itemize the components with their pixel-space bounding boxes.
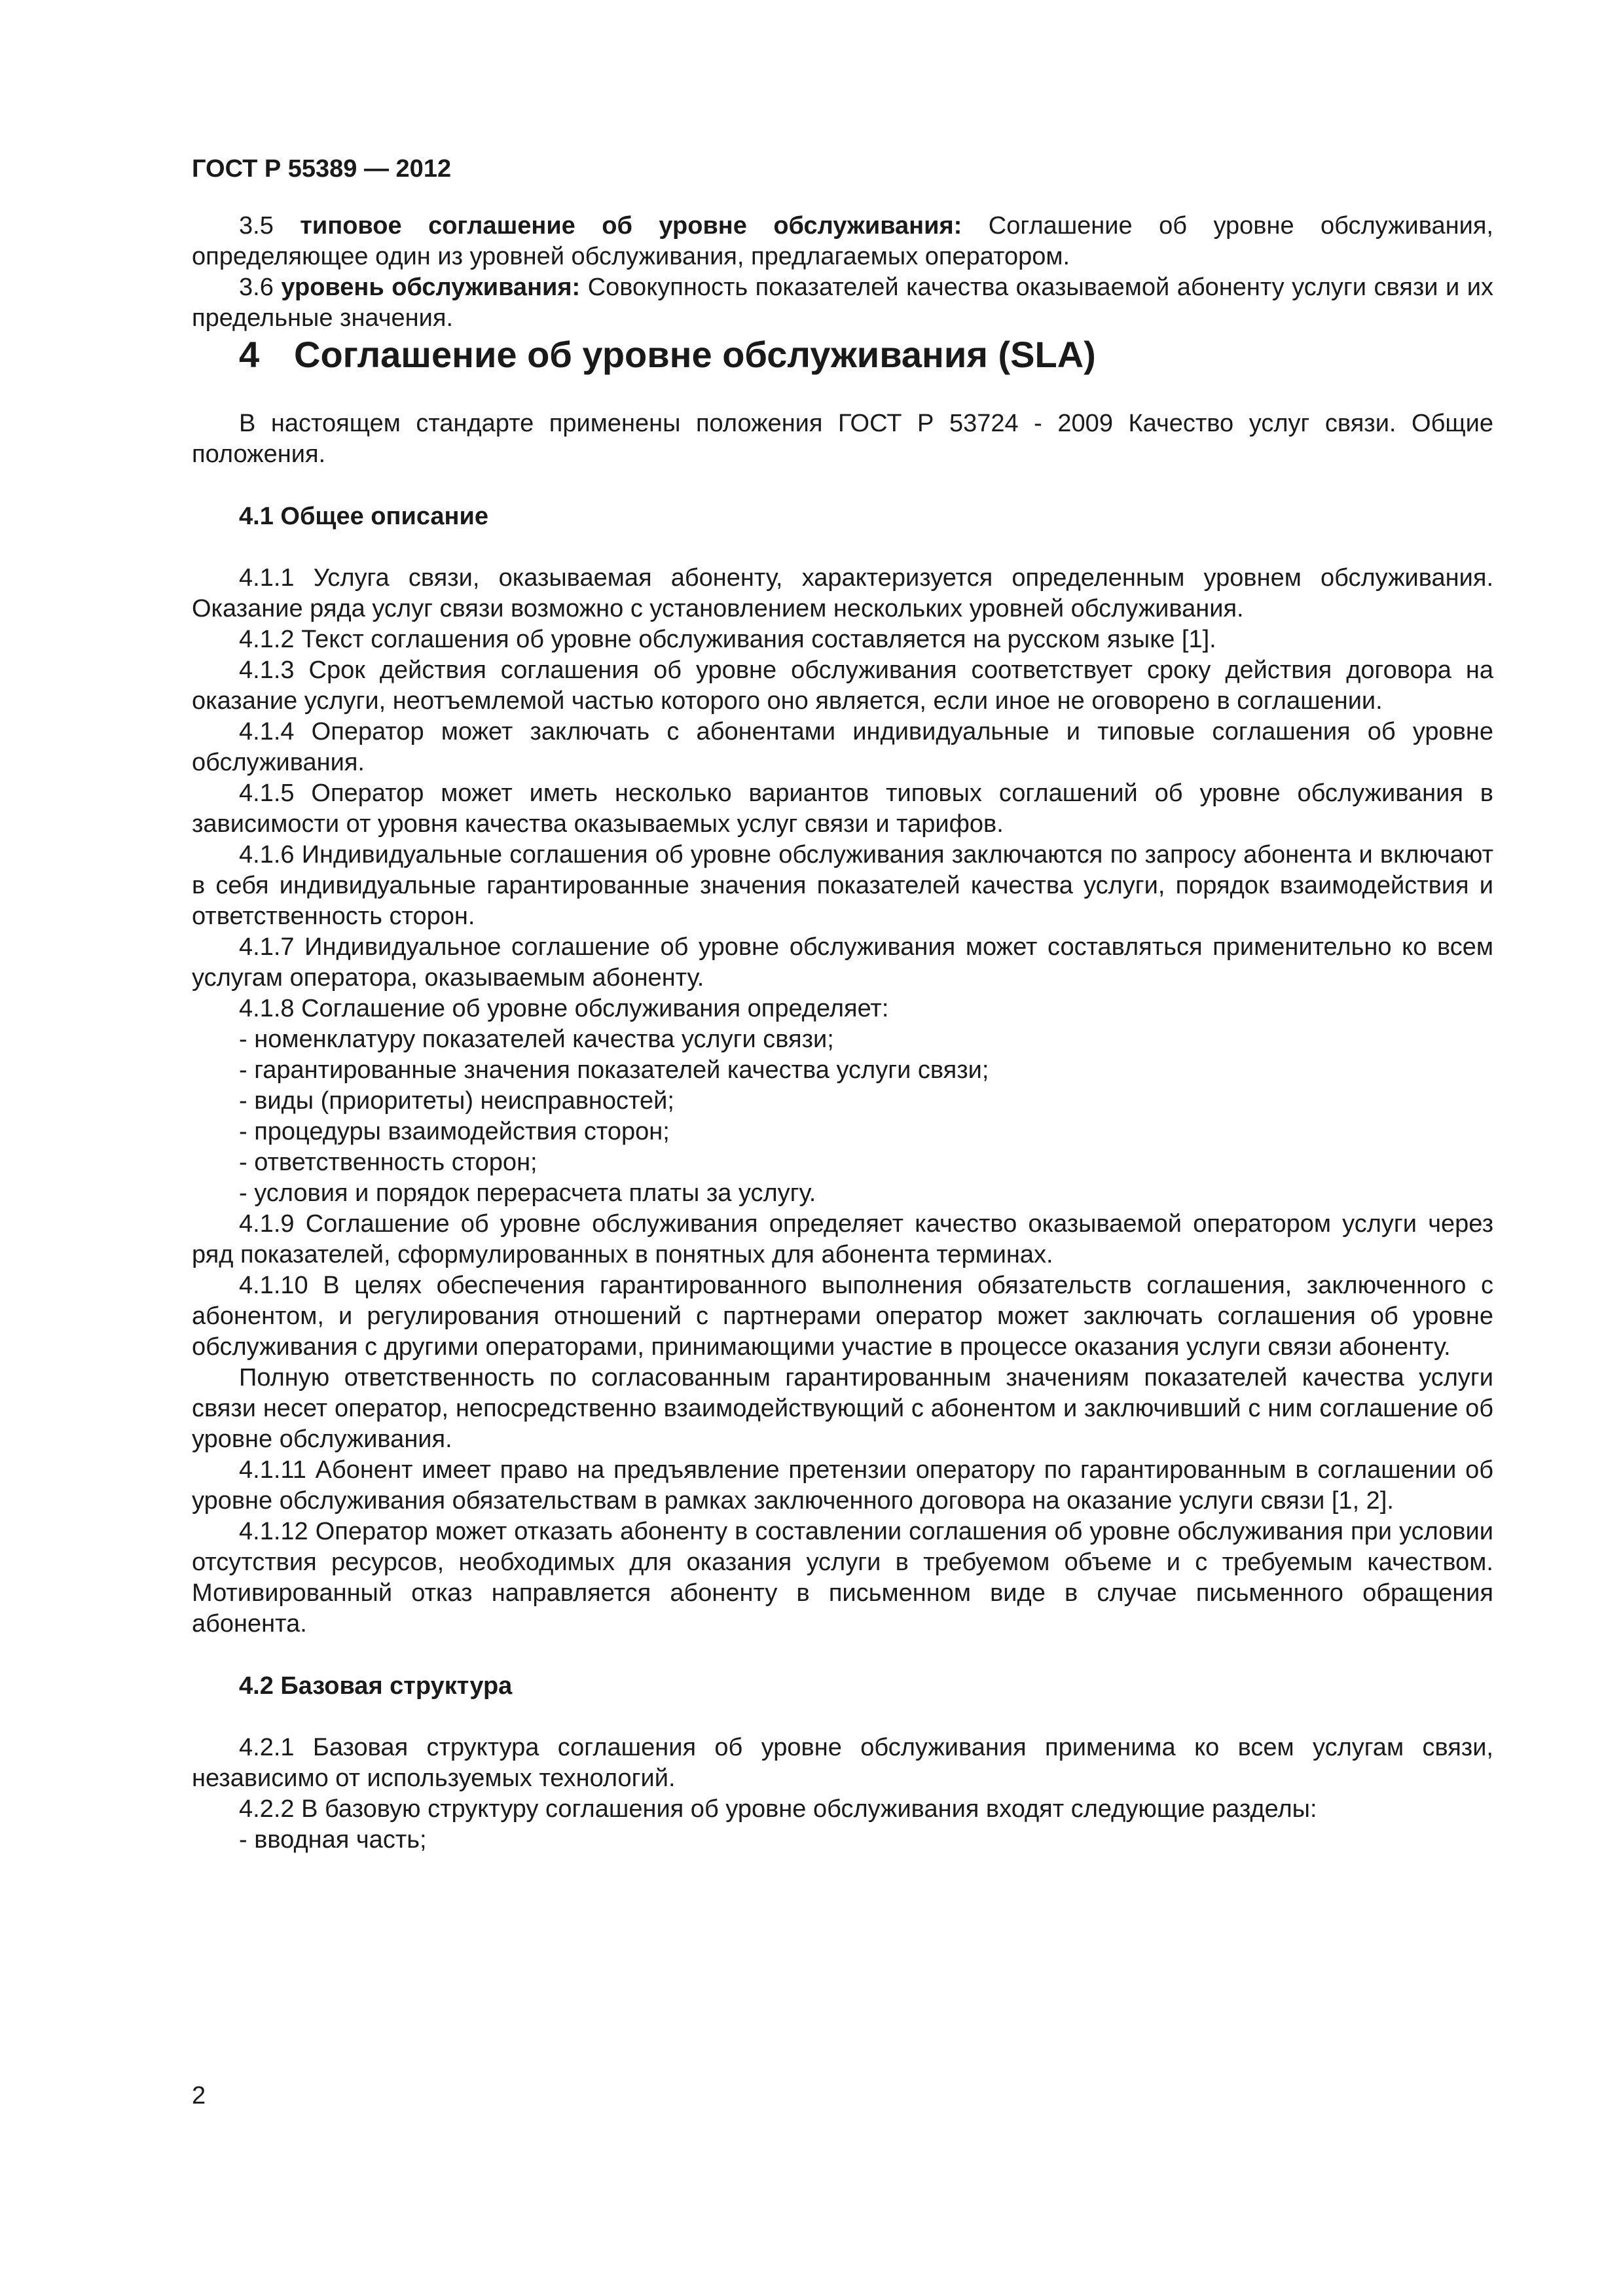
clause-4-1-7: 4.1.7 Индивидуальное соглашение об уровне обслуживания может составляться применительно ко всем услугам оператора, оказываемым абоненту.: [192, 933, 1493, 992]
list-item: - вводная часть;: [239, 1826, 427, 1854]
list-item: - ответственность сторон;: [239, 1149, 538, 1176]
clause-4-1-6: 4.1.6 Индивидуальные соглашения об уровне обслуживания заключаются по запросу абонента и включают в себя индивидуальные гарантированные значения показателей качества услуги, порядок взаимодействия и ответственность сторон.: [192, 841, 1493, 930]
clause-4-1-10-continued: Полную ответственность по согласованным гарантированным значениям показателей качества услуги связи несет оператор, непосредственно взаимодействующий с абонентом и заключивший с ним соглашение об уровне обслуживания.: [192, 1364, 1493, 1453]
clause-4-1-11: 4.1.11 Абонент имеет право на предъявление претензии оператору по гарантированным в соглашении об уровне обслуживания обязательствам в рамках заключенного договора на оказание услуги связи [1, 2].: [192, 1456, 1493, 1515]
subsection-heading-4-2: 4.2 Базовая структура: [239, 1672, 513, 1700]
section-title: Соглашение об уровне обслуживания (SLA): [294, 334, 1096, 375]
term-definition: Соглашение об уровне обслуживания, определяющее один из уровней обслуживания, предлагаемых оператором.: [192, 212, 1493, 270]
page-number: 2: [192, 2082, 206, 2109]
term-number: 3.6: [239, 274, 274, 301]
term-definition: Совокупность показателей качества оказываемой абоненту услуги связи и их предельные значения.: [192, 274, 1493, 332]
list-item: - условия и порядок перерасчета платы за услугу.: [239, 1179, 816, 1207]
clause-4-2-1: 4.2.1 Базовая структура соглашения об уровне обслуживания применима ко всем услугам связи, независимо от используемых технологий.: [192, 1734, 1493, 1792]
list-item: - номенклатуру показателей качества услуги связи;: [239, 1026, 834, 1053]
term-3-5: [192, 211, 1493, 272]
clause-4-1-3: 4.1.3 Срок действия соглашения об уровне обслуживания соответствует сроку действия договора на оказание услуги, неотъемлемой частью которого оно является, если иное не оговорено в соглашении.: [192, 656, 1493, 715]
clause-4-1-4: 4.1.4 Оператор может заключать с абонентами индивидуальные и типовые соглашения об уровне обслуживания.: [192, 718, 1493, 776]
page-body: [192, 211, 1493, 1856]
subsection-heading-4-1: 4.1 Общее описание: [239, 503, 489, 530]
section-number: 4: [239, 334, 260, 375]
list-item: - гарантированные значения показателей качества услуги связи;: [239, 1056, 989, 1084]
clause-4-1-5: 4.1.5 Оператор может иметь несколько вариантов типовых соглашений об уровне обслуживания в зависимости от уровня качества оказываемых услуг связи и тарифов.: [192, 780, 1493, 838]
clause-4-1-10: 4.1.10 В целях обеспечения гарантированного выполнения обязательств соглашения, заключенного с абонентом, и регулирования отношений с партнерами оператор может заключать соглашения об уровне обслуживания с другими операторами, принимающими участие в процессе оказания услуги связи абоненту.: [192, 1272, 1493, 1361]
clause-4-1-12: 4.1.12 Оператор может отказать абоненту в составлении соглашения об уровне обслуживания при условии отсутствия ресурсов, необходимых для оказания услуги в требуемом объеме и с требуемым качеством. Мотивированный отказ направляется абоненту в письменном виде в случае письменного обращения абонента.: [192, 1518, 1493, 1638]
clause-4-1-8: 4.1.8 Соглашение об уровне обслуживания определяет:: [239, 995, 889, 1022]
clause-4-1-9: 4.1.9 Соглашение об уровне обслуживания определяет качество оказываемой оператором услуги через ряд показателей, сформулированных в понятных для абонента терминах.: [192, 1210, 1493, 1268]
clause-4-2-2: 4.2.2 В базовую структуру соглашения об уровне обслуживания входят следующие разделы:: [239, 1795, 1317, 1823]
section-intro: В настоящем стандарте применены положения ГОСТ Р 53724 - 2009 Качество услуг связи. Общие положения.: [192, 410, 1493, 468]
term-3-6: [192, 272, 1493, 334]
term-name: типовое соглашение об уровне обслуживания:: [300, 212, 962, 240]
list-item: - процедуры взаимодействия сторон;: [239, 1118, 670, 1145]
term-name: уровень обслуживания:: [281, 274, 581, 301]
clause-4-1-2: 4.1.2 Текст соглашения об уровне обслуживания составляется на русском языке [1].: [239, 626, 1216, 653]
document-header: ГОСТ Р 55389 — 2012: [192, 155, 452, 183]
list-item: - виды (приоритеты) неисправностей;: [239, 1087, 674, 1115]
section-heading: [192, 334, 1493, 376]
clause-4-1-1: 4.1.1 Услуга связи, оказываемая абоненту, характеризуется определенным уровнем обслуживания. Оказание ряда услуг связи возможно с установлением нескольких уровней обслуживания.: [192, 564, 1493, 622]
term-number: 3.5: [239, 212, 274, 240]
